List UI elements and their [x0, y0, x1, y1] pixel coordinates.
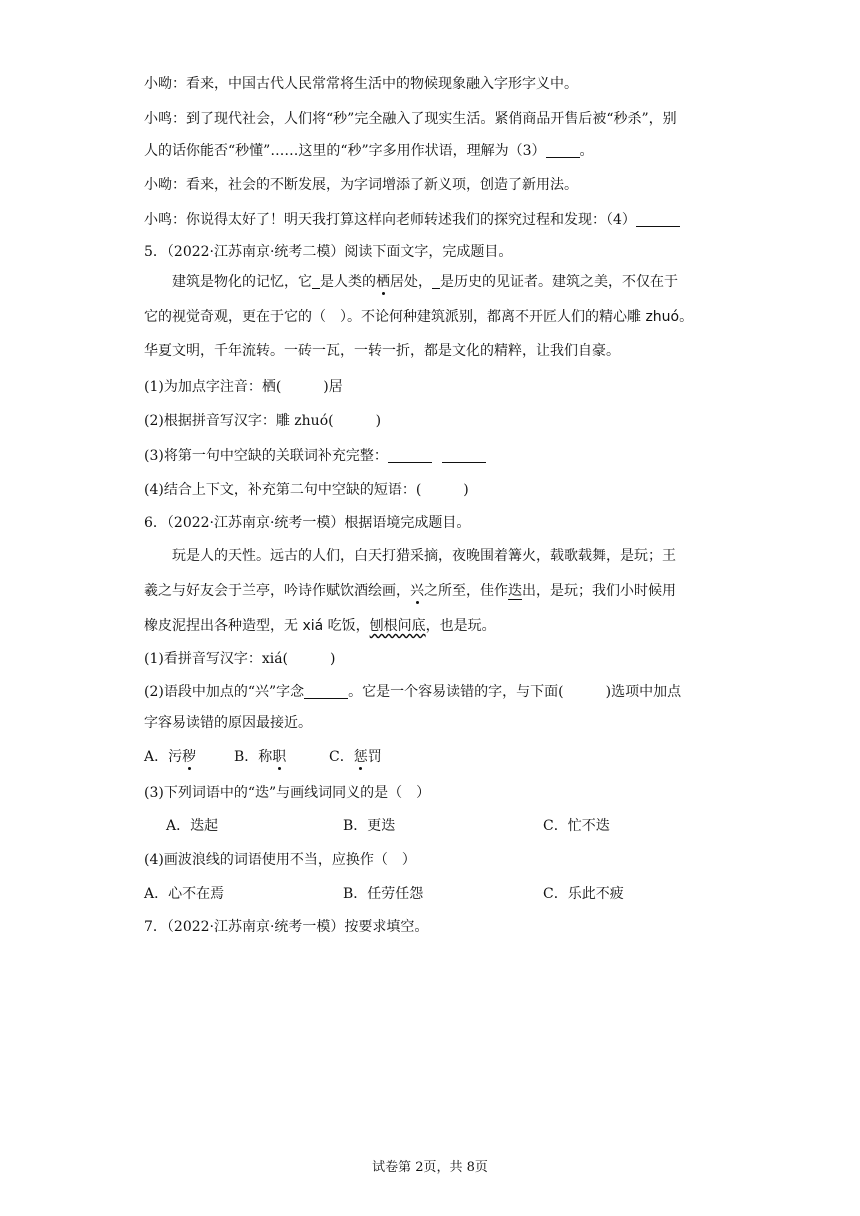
q6-passage-line-2: [144, 581, 676, 601]
q6-s2-option-b-dotted: 职: [272, 749, 287, 765]
page-footer: 试卷第 2页，共 8页: [372, 1160, 488, 1175]
q5-passage-line-1: [172, 272, 678, 292]
q6-s2-option-a[interactable]: [144, 747, 196, 767]
dialogue-line-5-text: 小鸣：你说得太好了！明天我打算这样向老师转述我们的探究过程和发现：（4）: [144, 212, 636, 228]
q5-conj-blank-1[interactable]: [312, 274, 320, 289]
q5-answer-blank-a[interactable]: [388, 448, 432, 463]
dialogue-line-2: 小鸣：到了现代社会，人们将“秒”完全融入了现实生活。紧俏商品开售后被“秒杀”，别: [144, 111, 677, 127]
q6-heading: 6．（2022·江苏南京·统考一模）根据语境完成题目。: [144, 515, 471, 531]
q6-passage-line-1: 玩是人的天性。远古的人们，白天打猎采摘，夜晚围着篝火，载歌载舞，是玩；王: [172, 548, 676, 564]
q6-s2-option-a-text: A．污: [144, 749, 183, 765]
q6-p2-e: 出，是玩；我们小时候用: [522, 583, 676, 599]
dialogue-line-3-end: 。: [579, 143, 594, 159]
dialogue-line-4: 小呦：看来，社会的不断发展，为字词增添了新义项，创造了新用法。: [144, 177, 578, 193]
q6-p2-c: 之所至，佳作: [424, 583, 508, 599]
q6-s4-option-b[interactable]: B．任劳任怨: [343, 886, 424, 902]
q6-p3-a: 橡皮泥捏出各种造型，无 xiá 吃饭，: [144, 618, 370, 634]
q5-sub-4: (4)结合上下文，补充第二句中空缺的短语：( ): [144, 482, 469, 498]
q5-sub-1: (1)为加点字注音：栖( )居: [144, 379, 343, 395]
q6-s2-option-c[interactable]: [329, 747, 382, 767]
q6-passage-line-3: [144, 616, 496, 636]
q6-p2-a: 羲之与好友会于兰亭，吟诗作赋饮酒绘画，: [144, 583, 410, 599]
q6-s2-option-c-text: C．: [329, 749, 354, 765]
dialogue-line-3-text: 人的话你能否“秒懂”……这里的“秒”字多用作状语，理解为（3）: [144, 143, 546, 159]
q6-answer-blank-xing[interactable]: [304, 684, 348, 699]
q6-sub-1: (1)看拼音写汉字：xiá( ): [144, 651, 336, 667]
q5-sub-3: [144, 446, 486, 466]
dialogue-line-5: [144, 210, 680, 230]
q5-p1-d: 居处，: [390, 274, 432, 290]
q5-p1-e: 是历史的见证者。建筑之美，不仅在于: [440, 274, 678, 290]
q6-sub-4: (4)画波浪线的词语使用不当，应换作（ ）: [144, 852, 416, 868]
answer-blank-3[interactable]: [546, 143, 580, 158]
q5-sub-2: (2)根据拼音写汉字：雕 zhuó( ): [144, 413, 382, 429]
dialogue-line-1: 小呦：看来，中国古代人民常常将生活中的物候现象融入字形字义中。: [144, 76, 578, 92]
q6-s4-option-a[interactable]: A．心不在焉: [144, 886, 225, 902]
q6-dotted-xing: 兴: [410, 583, 424, 599]
q6-s2-option-c-end: 罚: [367, 749, 382, 765]
q6-s3-option-b[interactable]: B．更迭: [343, 818, 396, 834]
q6-underlined-die: 迭: [508, 583, 522, 599]
q5-passage-line-2: 它的视觉奇观，更在于它的（ ）。不论何种建筑派别，都离不开匠人们的精心雕 zhuó。: [144, 309, 694, 325]
q6-s2-option-b[interactable]: [234, 747, 286, 767]
q5-passage-line-3: 华夏文明，千年流转。一砖一瓦，一转一折，都是文化的精粹，让我们自豪。: [144, 343, 620, 359]
q5-heading: 5．（2022·江苏南京·统考二模）阅读下面文字，完成题目。: [144, 244, 513, 260]
q6-s3-option-c[interactable]: C．忙不迭: [543, 818, 610, 834]
answer-blank-4[interactable]: [636, 212, 680, 227]
q5-p1-b: 是人类的: [320, 274, 376, 290]
q5-dotted-char: 栖: [376, 274, 390, 290]
dialogue-line-3: [144, 141, 594, 161]
q5-p1-a: 建筑是物化的记忆，它: [172, 274, 312, 290]
q6-sub-2-cont: 字容易读错的原因最接近。: [144, 715, 312, 731]
q7-heading: 7．（2022·江苏南京·统考一模）按要求填空。: [144, 919, 429, 935]
q6-s2-option-c-dotted: 惩: [353, 749, 368, 765]
q6-s4-option-c[interactable]: C．乐此不疲: [543, 886, 624, 902]
q6-s2-option-a-dotted: 秽: [182, 749, 197, 765]
q6-p3-c: ，也是玩。: [425, 618, 496, 634]
q5-answer-blank-b[interactable]: [442, 448, 486, 463]
q6-s3-option-a[interactable]: A．迭起: [166, 818, 219, 834]
q5-conj-blank-2[interactable]: [432, 274, 440, 289]
q6-sub-2: [144, 682, 681, 702]
q6-s2-option-b-text: B．称: [234, 749, 273, 765]
q6-sub-2-text-a: (2)语段中加点的“兴”字念: [144, 684, 305, 700]
q6-wavy-phrase: 刨根问底: [369, 618, 426, 634]
q6-sub-3: (3)下列词语中的“迭”与画线词同义的是（ ）: [144, 785, 431, 801]
q6-sub-2-text-b: 。它是一个容易读错的字，与下面( )选项中加点: [348, 684, 682, 700]
q5-sub-3-text: (3)将第一句中空缺的关联词补充完整：: [144, 448, 388, 464]
